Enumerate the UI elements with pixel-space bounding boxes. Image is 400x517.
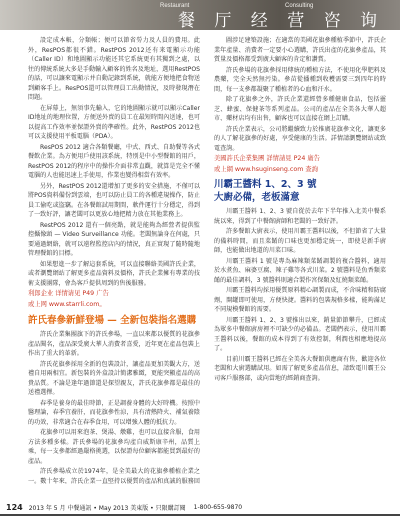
ad-reference: 美國許氏企業集團 詳情請見 P24 廣告 (214, 155, 320, 162)
footer-publication: 2013 年 5 月 中餐通訊 • May 2013 美東版 • 只限購訂閱 (28, 504, 186, 512)
paragraph: 春季是養身的最佳時節，正是調養身體的大好時機。按照中醫理論，春季宜養肝，而花旗參性涼，具有清熱降火、補氣養陰的功效，非常適合在春季食用，可以增強人體的抵抗力。 (28, 399, 200, 426)
paragraph: 圖涉足建築設施；在適當的美國花旗參種植季節中，許氏企業年產量、消費者一定要小心選購，許氏出產的花旗參產品，其質量及價格都受到廣大顧客的肯定和讚賞。 (214, 37, 386, 63)
paragraph: 花旗參可以用來泡茶、煲湯、燉雞，也可以直接含服，食用方法多種多樣。許氏參場的花旗參均產自威斯康辛州，品質上乘，每一支參都經過嚴格挑選，以保證每位顧客都能買到最好的產品。 (28, 429, 200, 465)
right-column (214, 36, 386, 484)
paragraph: 許氏花旗參採用全新的包裝設計，讓產品更加美觀大方，送禮自用兩相宜。新包裝的外盒設計簡潔雅緻，更能突顯產品的高貴品質。不論是逢年過節還是探望親友，許氏花旗參都是最佳的送禮選擇。 (28, 360, 200, 396)
article-headline: 川霸王醬料 1、2、3 號 (214, 179, 317, 190)
paragraph: 許氏企業表示，公司將繼續致力於推廣花旗參文化，讓更多的人了解花旗參的好處，享受健康的生活。詳情請瀏覽網站或致電查詢。 (214, 125, 386, 152)
paragraph: ResPOS 2012 適合各類餐廳，中式、西式、自助餐等各式餐飲企業。為方便用戶使用該系統，特別是中小型餐館的用戶，RestPOS 2012的程序中的操作介面非常直觀，就算是完全不懂電腦的人也能迅速上手使用，作業也變得相當有效率。 (28, 143, 200, 179)
article-subheadline: 大廚必備，老板滿意 (214, 192, 300, 203)
page-footer (0, 501, 400, 513)
left-column (28, 36, 200, 484)
banner-subtitle-consulting: Consulting (285, 3, 314, 9)
paragraph: 在屏幕上，無須事先輸入，它的地圖顯示就可以顯示Caller ID地址的地理位置，方便送外賣的員工在最短時間內送達，也可以提高工作效率並保證外賣的準確性。此外，RestPOS 2012也可以支援使用平板電腦（PDA）。 (28, 104, 200, 140)
paragraph: 許氏參場成立於1974年，是全美最大的花旗參種植企業之一。數十年來，許氏企業一直堅持以優質的產品和真誠的服務回 (28, 468, 200, 484)
paragraph: 川霸王醬料 1 號是專為麻辣類菜餚調製的複合醬料，適用於水煮魚、麻婆豆腐、辣子雞等各式川菜。2 號醬料是魚香類菜餚的最佳調料，3 號醬料則適合製作宮保類及紅燒類菜餚。 (214, 257, 386, 284)
website-link[interactable]: 或上网 www.starrli.com。 (28, 300, 106, 308)
paragraph: 除了花旗參之外，許氏企業還經營多種健康食品，包括靈芝、蜂蜜、保健茶等系列產品。公司的產品在全美各大華人超市、藥材店均有出售，顧客也可以直接在網上訂購。 (214, 96, 386, 122)
footer-rule (0, 514, 400, 516)
paragraph: RestPOS 2012 還有一個亮點，就是能夠為經營者提供監控攝像頭 — Video Surveillance 功能。老闆無論身在何處，只要通過網絡，就可以遠程監控店內的情況，真正實現了隨時隨地管理餐館的目標。 (28, 221, 200, 257)
section-banner (0, 0, 400, 30)
paragraph: 川霸王醬料 1、2、3 號推出以來，銷量節節攀升，已經成為眾多中餐館廚房裡不可缺少的必備品。老闆們表示，使用川霸王醬料以後，餐館的成本得到了有效控制，利潤也相應地提高了。 (214, 316, 386, 352)
ad-reference: 利郎企业 详情请见 P49 广告 (28, 290, 109, 297)
paragraph: 如果想進一步了解這套系統，可以直接聯絡美國許氏企業，或者瀏覽網站了解更多產品資料及價格，許氏企業擁有專業的技術支援團隊，會為客戶提供周到的售後服務。 (28, 260, 200, 287)
paragraph: 許多餐館大廚表示，使用川霸王醬料以後，不但節省了大量的備料時間，而且菜餚的口味也更加穩定統一，即使是新手廚師，也能做出地道的川菜口味。 (214, 228, 386, 254)
paragraph: 川霸王醬料 1、2、3 號自從於去年下半年推入北美中餐系統以來，得到了中餐館廚師和老闆的一致好評。 (214, 208, 386, 225)
paragraph: 許氏企業集團旗下的許氏參場，一直以來都以優質的花旗參產品聞名，產品深受廣大華人消費者喜愛，近年更在產品包裝上作出了重大的革新。 (28, 331, 200, 357)
banner-subtitle-restaurant: Restaurant (160, 3, 190, 9)
paragraph: 目前川霸王醬料已經在全美各大餐館供應商有售，歡迎各位老闆和大廚選購試用。如需了解更多產品信息，請致電川霸王公司客戶服務部，或向當地的經銷商查詢。 (214, 355, 386, 382)
footer-phone: 1-800-655-9870 (193, 503, 243, 511)
website-link[interactable]: 或上網 www.hsuginseng.com 查詢 (214, 165, 318, 173)
paragraph: 另外，RestPOS 2012還增加了更多的安全措施，不僅可以將POS資料備份到雲端，也可以防止員工的各種違規操作，防止員工偷吃或盜竊。在各餐館試用期間，軟件運行十分穩定，得到了一致好評，讓老闆可以更放心地把精力放在其他業務上。 (28, 182, 200, 218)
paragraph: 許氏參場的花旗參採用傳統的種植方法，不使用化學肥料及農藥，完全天然無污染。參苗從播種到收穫需要三到四年的時間，每一支參都凝聚了種植者的心血和汗水。 (214, 66, 386, 93)
section-title: 餐 厅 经 营 咨 询 (178, 11, 385, 31)
page-number: 124 (6, 502, 23, 512)
paragraph: 設定成本帳，分類帳；便可以節省勞力及人員的費用。此外，ResPOS都很不錯。RestPOS 2012还有来電顯示功能（Caller ID）和地圖顯示功能还其它系統更有其獨到之處，以往的傳統系統大多是手動輸入顧客的姓名及地址，選用RestPOS的話，可以讓來電顯示并自動記錄到系統，就能方便地把食物送到顧客手上。ResPOS還可以管理員工出勤情況，及時發現潛在問題。 (28, 37, 200, 101)
paragraph: 川霸王醬料均採用優質原料精心調製而成，不含味精和防腐劑，開罐即可使用，方便快捷。醬料的包裝規格多樣，能夠滿足不同規模餐館的需要。 (214, 287, 386, 313)
article-headline: 許氏春參新鮮登場 — 全新包裝指名選購 (28, 315, 197, 326)
